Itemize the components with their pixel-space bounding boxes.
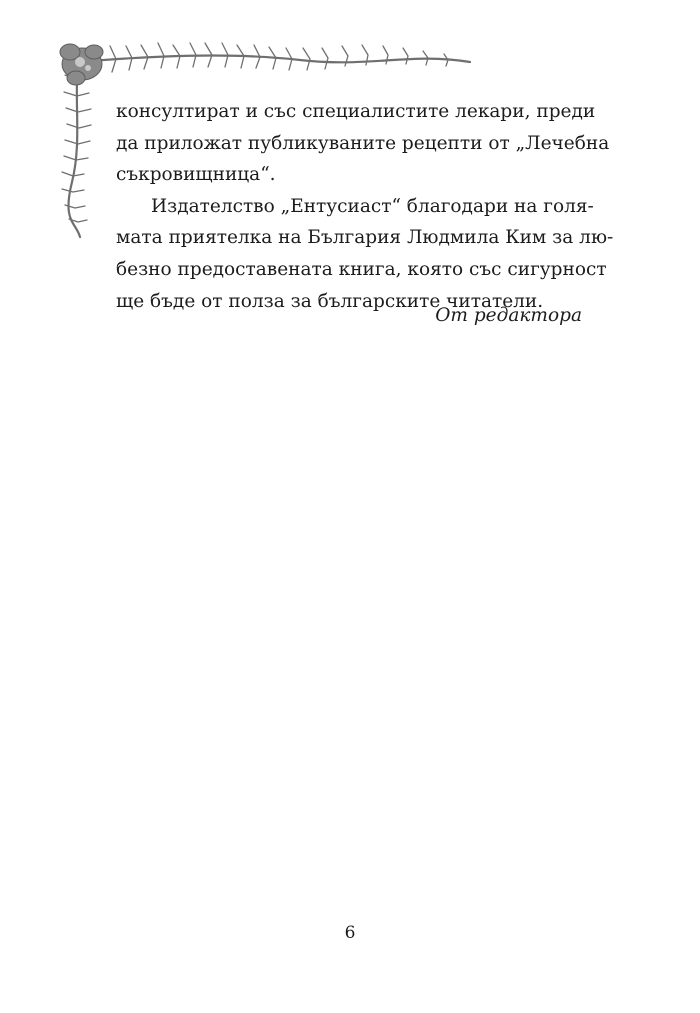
paragraph-2 — [116, 191, 614, 317]
page-number: 6 — [344, 923, 356, 943]
text-line: ще бъде от полза за българските читатели. — [116, 290, 544, 312]
paragraph-1 — [116, 96, 610, 191]
text-line: мата приятелка на България Людмила Ким за лю- — [116, 227, 614, 249]
text-line: да приложат публикуваните рецепти от „Лечебна — [116, 132, 610, 154]
body-text — [116, 96, 614, 317]
text-line: Издателство „Ентусиаст“ благодари на голя- — [151, 195, 594, 217]
text-line: съкровищница“. — [116, 164, 276, 186]
signature: От редактора — [435, 305, 582, 326]
text-line: консултират и със специалистите лекари, преди — [116, 101, 596, 122]
text-line: безно предоставената книга, която със сигурност — [116, 258, 607, 280]
